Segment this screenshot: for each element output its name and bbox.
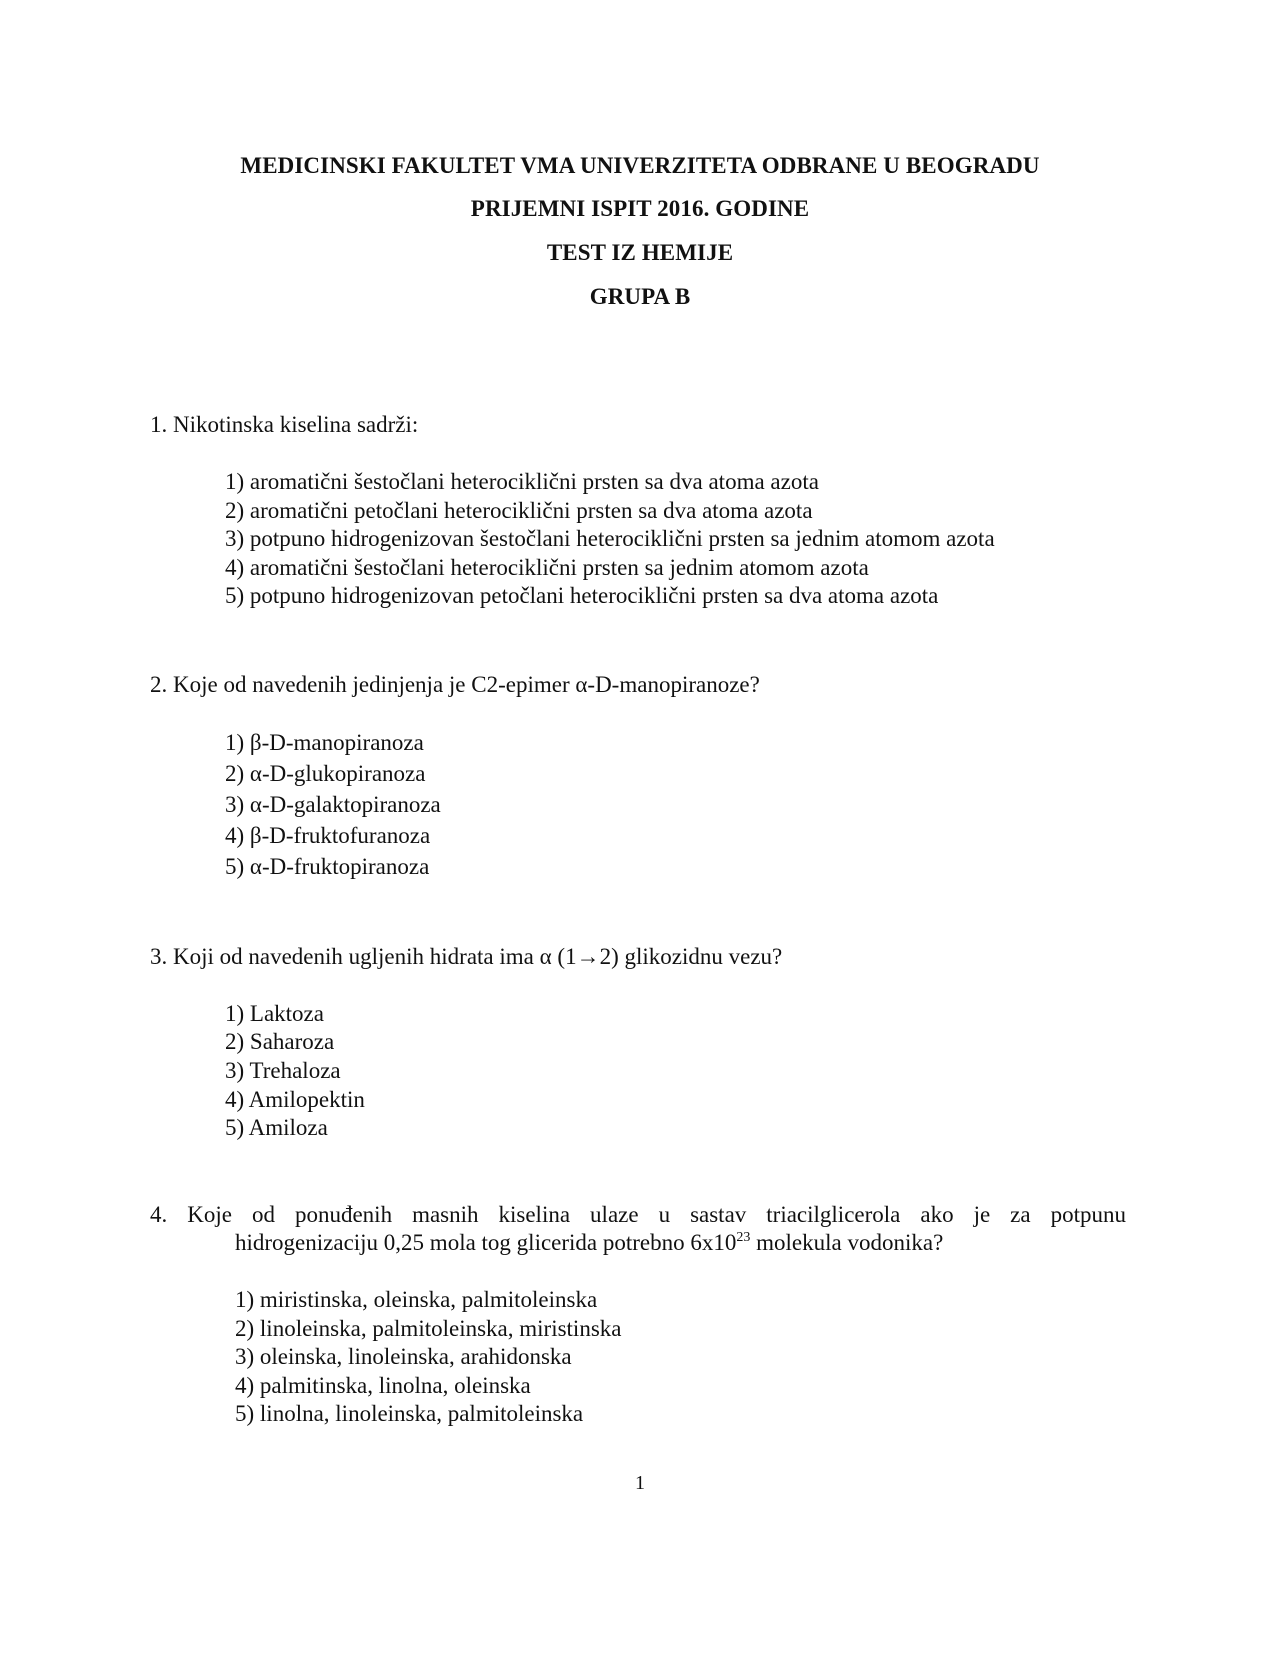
question-4-option-5: 5) linolna, linoleinska, palmitoleinska <box>235 1401 584 1426</box>
header-exam: PRIJEMNI ISPIT 2016. GODINE <box>470 196 810 221</box>
question-3-option-4: 4) Amilopektin <box>225 1087 365 1112</box>
question-3-option-1: 1) Laktoza <box>225 1001 324 1026</box>
question-4-text-before-exponent: hidrogenizaciju 0,25 mola tog glicerida potrebno 6x10 <box>235 1230 737 1255</box>
question-4-text-after-exponent: molekula vodonika? <box>750 1230 944 1255</box>
question-4-option-1: 1) miristinska, oleinska, palmitoleinska <box>235 1287 598 1312</box>
page-number: 1 <box>635 1472 645 1494</box>
question-2-option-5: 5) α-D-fruktopiranoza <box>225 854 430 879</box>
question-4-text-line-2 <box>235 1229 943 1257</box>
question-1-option-5: 5) potpuno hidrogenizovan petočlani heterociklični prsten sa dva atoma azota <box>225 583 939 608</box>
question-4-option-3: 3) oleinska, linoleinska, arahidonska <box>235 1344 572 1369</box>
question-2-option-2: 2) α-D-glukopiranoza <box>225 761 426 786</box>
question-3-text: 3. Koji od navedenih ugljenih hidrata ima α (1→2) glikozidnu vezu? <box>150 944 783 969</box>
question-3-option-2: 2) Saharoza <box>225 1029 335 1054</box>
header-subject: TEST IZ HEMIJE <box>546 240 734 265</box>
question-1-option-1: 1) aromatični šestočlani heterociklični prsten sa dva atoma azota <box>225 469 819 494</box>
question-1-option-3: 3) potpuno hidrogenizovan šestočlani heterociklični prsten sa jednim atomom azota <box>225 526 995 551</box>
question-3-option-3: 3) Trehaloza <box>225 1058 341 1083</box>
question-2-option-3: 3) α-D-galaktopiranoza <box>225 792 441 817</box>
question-4-exponent: 23 <box>736 1230 751 1245</box>
question-1-text: 1. Nikotinska kiselina sadrži: <box>150 412 419 437</box>
header-institution: MEDICINSKI FAKULTET VMA UNIVERZITETA ODBRANE U BEOGRADU <box>240 153 1040 178</box>
question-2-text: 2. Koje od navedenih jedinjenja je C2-epimer α-D-manopiranoze? <box>150 672 760 697</box>
question-1-option-4: 4) aromatični šestočlani heterociklični prsten sa jednim atomom azota <box>225 555 869 580</box>
question-4-option-2: 2) linoleinska, palmitoleinska, miristinska <box>235 1316 622 1341</box>
header-group: GRUPA B <box>589 284 691 309</box>
question-2-option-1: 1) β-D-manopiranoza <box>225 730 424 755</box>
question-1-option-2: 2) aromatični petočlani heterociklični prsten sa dva atoma azota <box>225 498 813 523</box>
question-4-text-line-1: 4. Koje od ponuđenih masnih kiselina ulaze u sastav triacilglicerola ako je za potpunu <box>150 1202 1126 1227</box>
question-2-option-4: 4) β-D-fruktofuranoza <box>225 823 431 848</box>
question-4-option-4: 4) palmitinska, linolna, oleinska <box>235 1373 531 1398</box>
question-3-option-5: 5) Amiloza <box>225 1115 328 1140</box>
